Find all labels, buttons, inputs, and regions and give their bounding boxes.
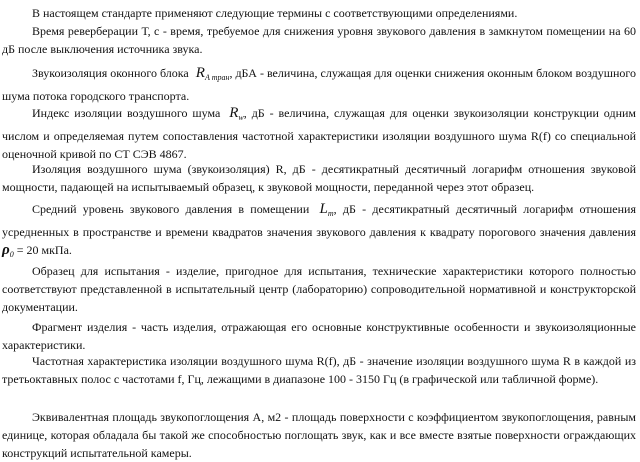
paragraph-text: Время реверберации Т, с - время, требуемое для снижения уровня звукового давления в замкнутом помещении на 60 дБ после выключения источника звука. xyxy=(2,24,636,56)
symbol-r: R xyxy=(195,65,205,81)
paragraph-text-after: , дБ - величина, служащая для оценки звукоизоляции конструкции одним числом и определяемая путем сопоставления частотной характеристики изоляции воздушного шума R(f) со специальной оценочной кривой по СТ СЭВ 4867. xyxy=(2,106,637,161)
paragraph-window-insulation xyxy=(2,64,636,105)
paragraph-text: Фрагмент изделия - часть изделия, отражающая его основные конструктивные особенности и звукоизоляционные характеристики. xyxy=(2,320,636,352)
symbol-subscript: m xyxy=(327,209,334,218)
paragraph-airborne-insulation xyxy=(2,160,636,196)
paragraph-text-before: Индекс изоляции воздушного шума xyxy=(32,106,221,120)
paragraph-equivalent-area xyxy=(2,408,636,462)
paragraph-text-after: , дБА - величина, служащая для оценки снижения оконным блоком воздушного шума потока городского транспорта. xyxy=(2,66,637,103)
symbol-subscript: A тран xyxy=(204,73,230,82)
paragraph-text-after: , дБ - десятикратный десятичный логарифм отношения усредненных в пространстве и времени квадратов значения звукового давления к квадрату порогового значения давления xyxy=(2,202,636,239)
paragraph-reverberation-time xyxy=(2,22,636,58)
paragraph-specimen xyxy=(2,262,636,316)
paragraph-airborne-index xyxy=(2,104,636,163)
symbol-rho: ρ xyxy=(2,242,10,258)
symbol-r: R xyxy=(229,105,239,121)
paragraph-text: Эквивалентная площадь звукопоглощения А, м2 - площадь поверхности с коэффициентом звукопоглощения, равным единице, которая обладала бы такой же способностью поглощать звук, как и все вместе взятые поверхности ограждающих конструкций испытательной камеры. xyxy=(2,410,636,460)
symbol-subscript: w xyxy=(238,113,244,122)
paragraph-text: В настоящем стандарте применяют следующие термины с соответствующими определениями. xyxy=(32,6,518,20)
paragraph-text-tail: = 20 мкПа. xyxy=(16,243,72,257)
symbol-l: L xyxy=(319,201,328,217)
paragraph-intro xyxy=(2,4,636,22)
symbol-subscript-zero: 0 xyxy=(9,250,14,259)
paragraph-text: Изоляция воздушного шума (звукоизоляция) R, дБ - десятикратный десятичный логарифм отношения звуковой мощности, падающей на испытываемый образец, к звуковой мощности, переданной через этот образец. xyxy=(2,162,636,194)
paragraph-text-before: Звукоизоляция оконного блока xyxy=(32,66,189,80)
paragraph-frequency-characteristic xyxy=(2,352,636,388)
paragraph-text-before: Средний уровень звукового давления в помещении xyxy=(32,202,310,216)
paragraph-fragment xyxy=(2,318,636,354)
paragraph-text: Частотная характеристика изоляции воздушного шума R(f), дБ - значение изоляции воздушного шума R в каждой из третьоктавных полос с частотами f, Гц, лежащими в диапазоне 100 - 3150 Гц (в графической или табличной форме). xyxy=(2,354,636,386)
paragraph-average-level xyxy=(2,200,636,264)
paragraph-text: Образец для испытания - изделие, пригодное для испытания, технические характеристики которого полностью соответствуют представленной в испытательный центр (лабораторию) сопроводительной нормативной и конструкторской документации. xyxy=(2,264,636,314)
